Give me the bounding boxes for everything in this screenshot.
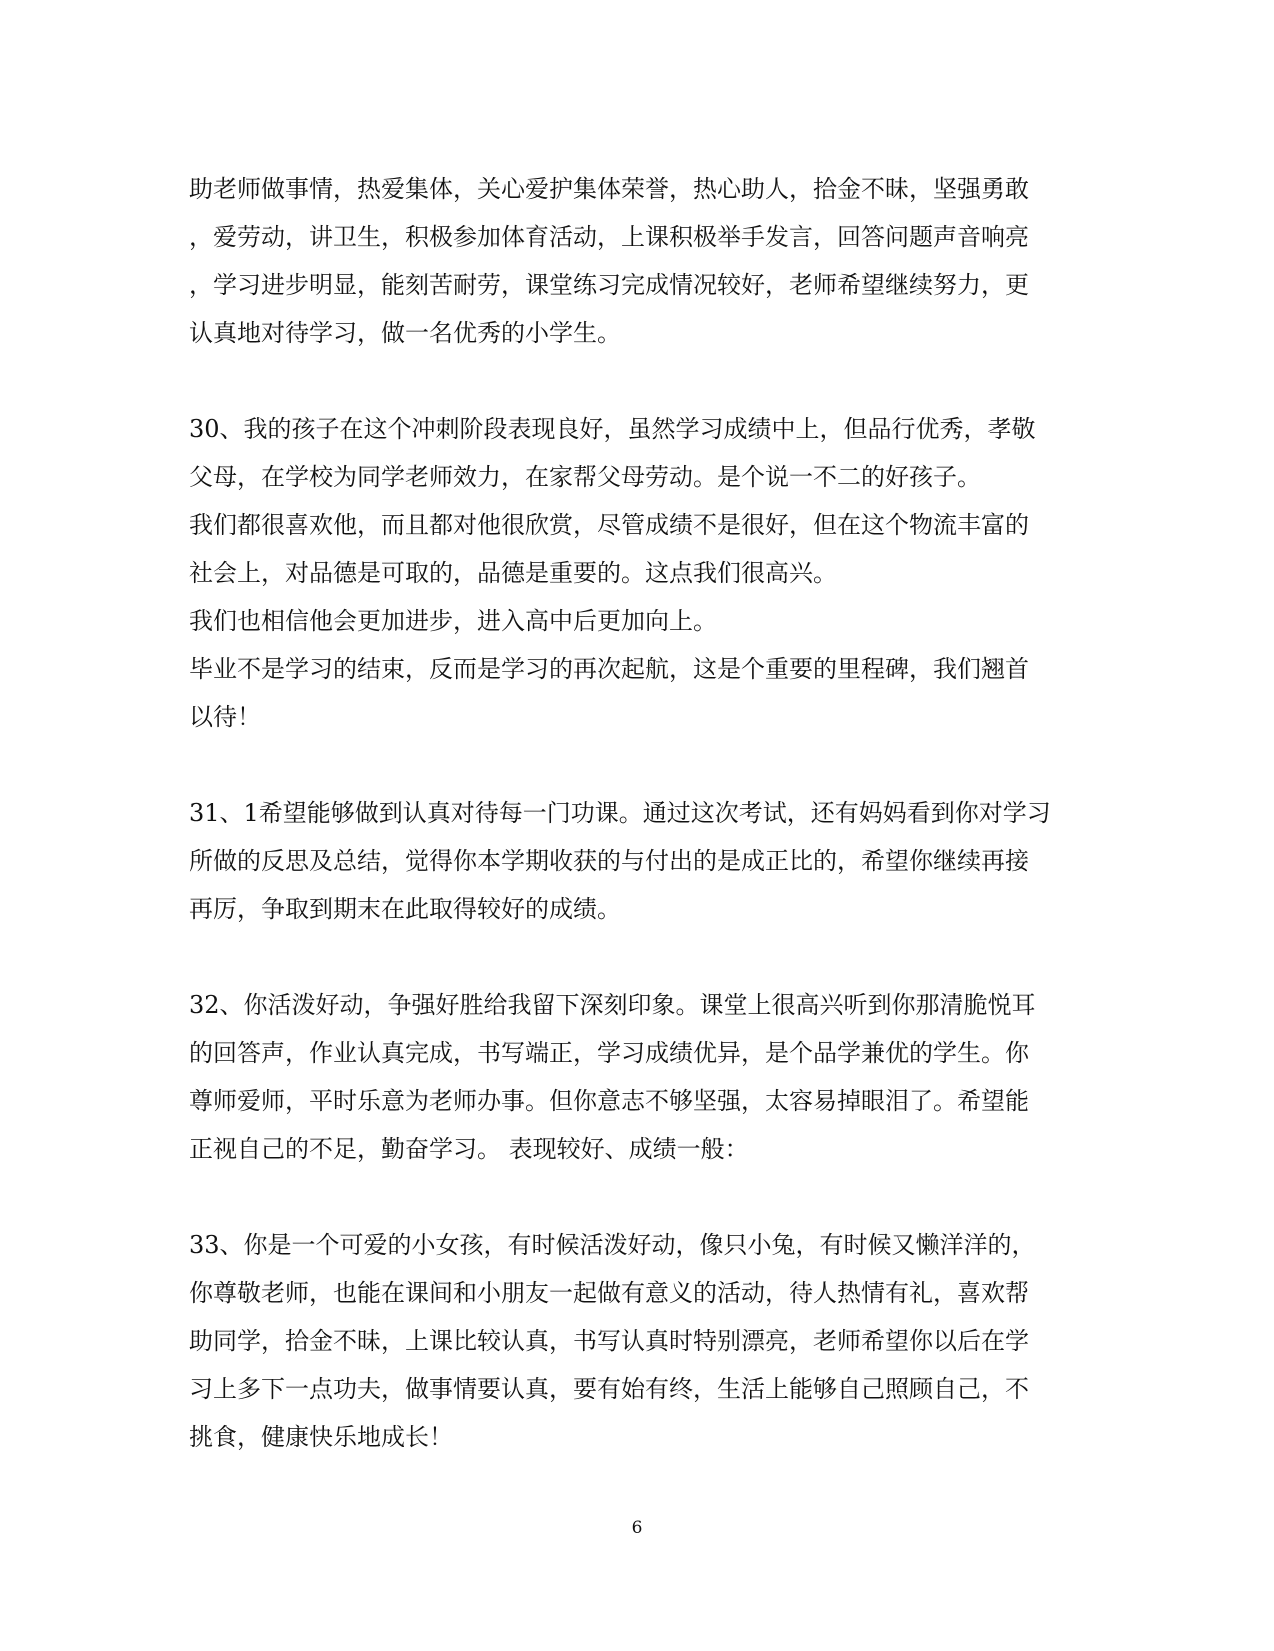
paragraph-30 [189,405,1089,741]
text-line: 尊师爱师，平时乐意为老师办事。但你意志不够坚强，太容易掉眼泪了。希望能 [189,1087,1029,1115]
text-line: 助同学，拾金不昧，上课比较认真，书写认真时特别漂亮，老师希望你以后在学 [189,1327,1029,1355]
text-line: 你尊敬老师，也能在课间和小朋友一起做有意义的活动，待人热情有礼，喜欢帮 [189,1279,1029,1307]
text-line: 所做的反思及总结，觉得你本学期收获的与付出的是成正比的，希望你继续再接 [189,847,1029,875]
text-line: 毕业不是学习的结束，反而是学习的再次起航，这是个重要的里程碑，我们翘首 [189,655,1029,683]
page-number: 6 [631,1518,643,1538]
paragraph-32 [189,981,1089,1173]
text-line: 30、我的孩子在这个冲刺阶段表现良好，虽然学习成绩中上，但品行优秀，孝敬 [189,415,1036,443]
text-line: 的回答声，作业认真完成，书写端正，学习成绩优异，是个品学兼优的学生。你 [189,1039,1029,1067]
paragraph-spacer [189,741,1089,789]
text-line: 父母，在学校为同学老师效力，在家帮父母劳动。是个说一不二的好孩子。 [189,463,981,491]
paragraph-31 [189,789,1089,933]
text-line: 我们也相信他会更加进步，进入高中后更加向上。 [189,607,717,635]
text-line: 31、1希望能够做到认真对待每一门功课。通过这次考试，还有妈妈看到你对学习 [189,799,1051,827]
text-line: ，爱劳动，讲卫生，积极参加体育活动，上课积极举手发言，回答问题声音响亮 [189,223,1029,251]
text-line: 挑食，健康快乐地成长！ [189,1423,453,1451]
text-line: 社会上，对品德是可取的，品德是重要的。这点我们很高兴。 [189,559,837,587]
body-text [189,165,1089,1461]
paragraph-spacer [189,1173,1089,1221]
text-line: 认真地对待学习，做一名优秀的小学生。 [189,319,621,347]
paragraph-spacer [189,357,1089,405]
text-line: 32、你活泼好动，争强好胜给我留下深刻印象。课堂上很高兴听到你那清脆悦耳 [189,991,1036,1019]
text-line: 正视自己的不足，勤奋学习。 表现较好、成绩一般： [189,1135,749,1163]
text-line: ，学习进步明显，能刻苦耐劳，课堂练习完成情况较好，老师希望继续努力，更 [189,271,1029,299]
text-line: 助老师做事情，热爱集体，关心爱护集体荣誉，热心助人，拾金不昧，坚强勇敢 [189,175,1029,203]
paragraph-spacer [189,933,1089,981]
paragraph-33 [189,1221,1089,1461]
text-line: 33、你是一个可爱的小女孩，有时候活泼好动，像只小兔，有时候又懒洋洋的， [189,1231,1036,1259]
text-line: 我们都很喜欢他，而且都对他很欣赏，尽管成绩不是很好，但在这个物流丰富的 [189,511,1029,539]
text-line: 以待！ [189,703,261,731]
text-line: 再厉，争取到期末在此取得较好的成绩。 [189,895,621,923]
text-line: 习上多下一点功夫，做事情要认真，要有始有终，生活上能够自己照顾自己，不 [189,1375,1029,1403]
paragraph-1 [189,165,1089,357]
